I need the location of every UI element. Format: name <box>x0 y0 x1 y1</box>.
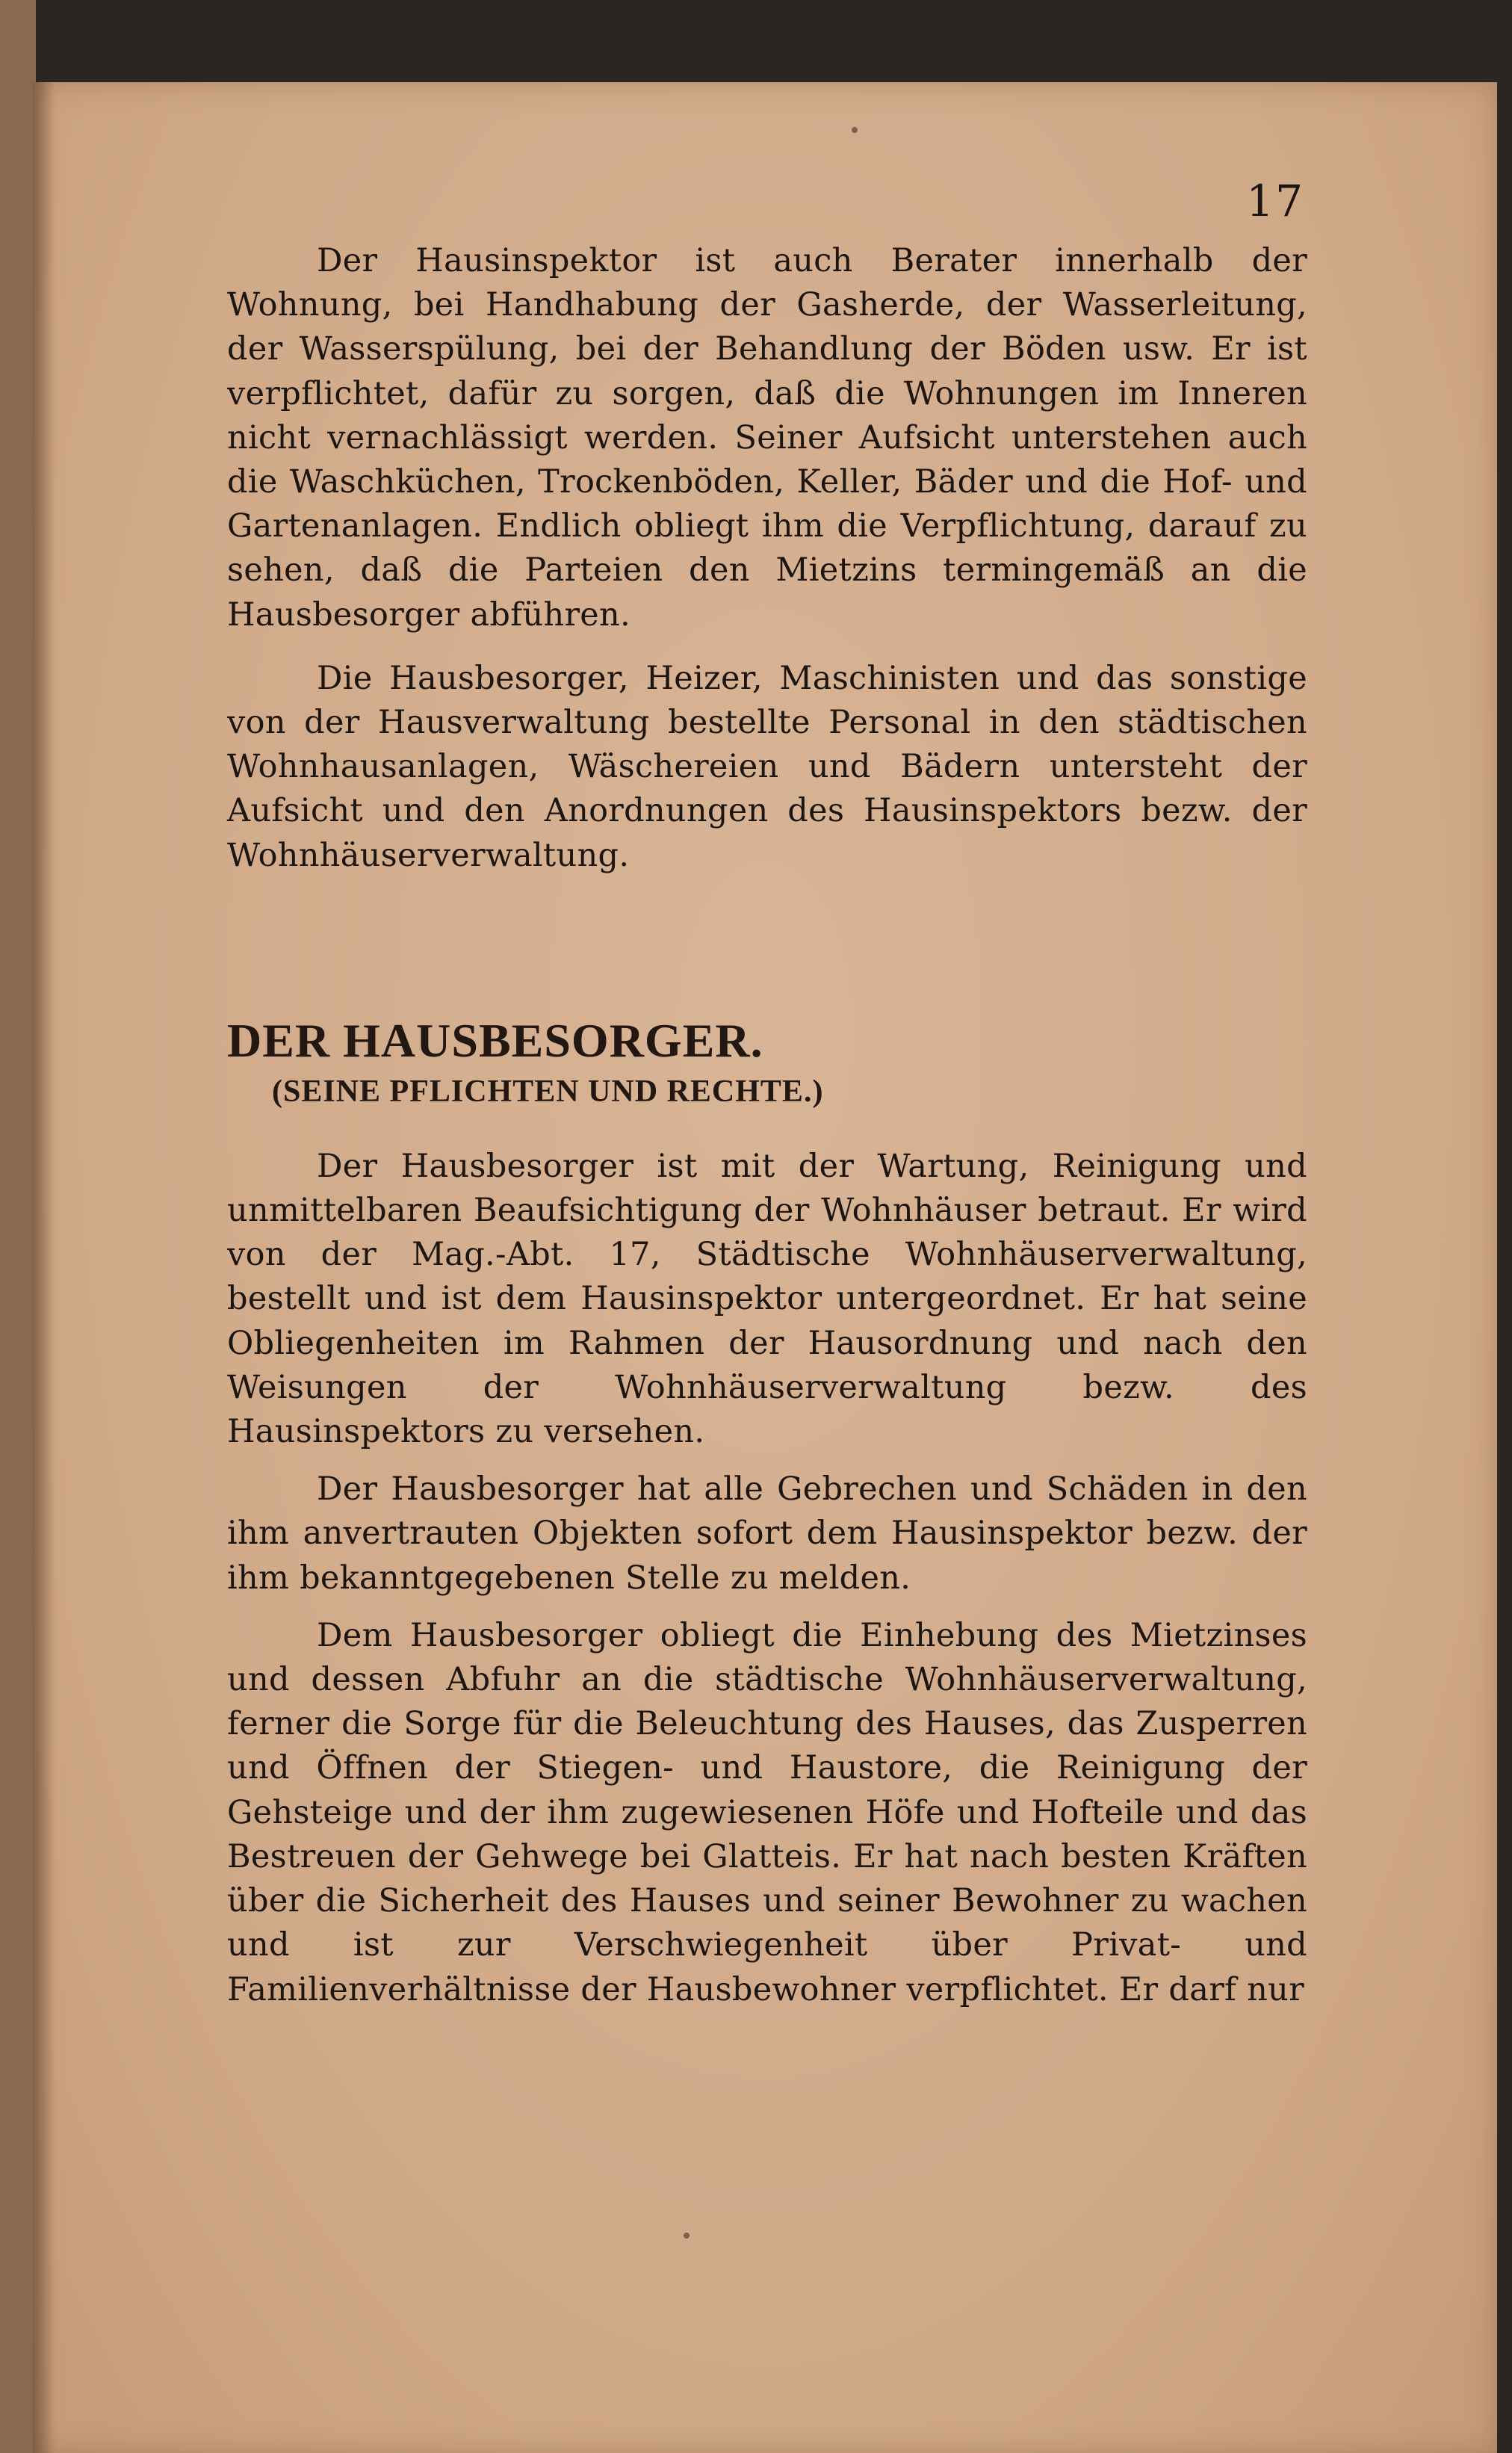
spine-shadow <box>33 82 55 2453</box>
paragraph-hausbesorger-role: Der Hausbesorger ist mit der Wartung, Reinigung und unmittelbaren Beaufsichtigung der Wohnhäuser betraut. Er wird von der Mag.-Abt. 17, Städtische Wohnhäuserverwaltung, bestellt und ist dem Hausinspektor untergeordnet. Er hat seine Obliegenheiten im Rahmen der Hausordnung und nach den Weisungen der Wohnhäuserverwaltung bezw. des Hausinspektors zu versehen. <box>227 1147 1307 1451</box>
page-body <box>227 239 1307 2012</box>
book-edge <box>0 0 36 2453</box>
paragraph-personnel-supervision: Die Hausbesorger, Heizer, Maschinisten und das sonstige von der Hausverwaltung bestellte Personal in den städtischen Wohnhausanlagen, Wäschereien und Bädern untersteht der Aufsicht und den Anordnungen des Hausinspektors bezw. der Wohnhäuserverwaltung. <box>227 659 1307 874</box>
paper-speck <box>684 2233 690 2239</box>
paragraph-damage-reporting: Der Hausbesorger hat alle Gebrechen und Schäden in den ihm anvertrauten Objekten sofort dem Hausinspektor bezw. der ihm bekanntgegebenen Stelle zu melden. <box>227 1470 1307 1597</box>
paper-speck <box>852 127 858 133</box>
paragraph-hausinspektor-duties: Der Hausinspektor ist auch Berater innerhalb der Wohnung, bei Handhabung der Gasherde, der Wasserleitung, der Wasserspülung, bei der Behandlung der Böden usw. Er ist verpflichtet, dafür zu sorgen, daß die Wohnungen im Inneren nicht vernachlässigt werden. Seiner Aufsicht unterstehen auch die Waschküchen, Trockenböden, Keller, Bäder und die Hof- und Gartenanlagen. Endlich obliegt ihm die Verpflichtung, darauf zu sehen, daß die Parteien den Mietzins termingemäß an die Hausbesorger abführen. <box>227 242 1307 634</box>
section-heading: DER HAUSBESORGER. <box>227 1013 763 1067</box>
page-number: 17 <box>1246 176 1304 226</box>
section-subheading: (SEINE PFLICHTEN UND RECHTE.) <box>272 1074 824 1109</box>
paragraph-hausbesorger-obligations: Dem Hausbesorger obliegt die Einhebung des Mietzinses und dessen Abfuhr an die städtische Wohnhäuserverwaltung, ferner die Sorge für die Beleuchtung des Hauses, das Zusperren und Öffnen der Stiegen- und Haustore, die Reinigung der Gehsteige und der ihm zugewiesenen Höfe und Hofteile und das Bestreuen der Gehwege bei Glatteis. Er hat nach besten Kräften über die Sicherheit des Hauses und seiner Bewohner zu wachen und ist zur Verschwiegenheit über Privat- und Familienverhältnisse der Hausbewohner verpflichtet. Er darf nur <box>227 1616 1307 2008</box>
